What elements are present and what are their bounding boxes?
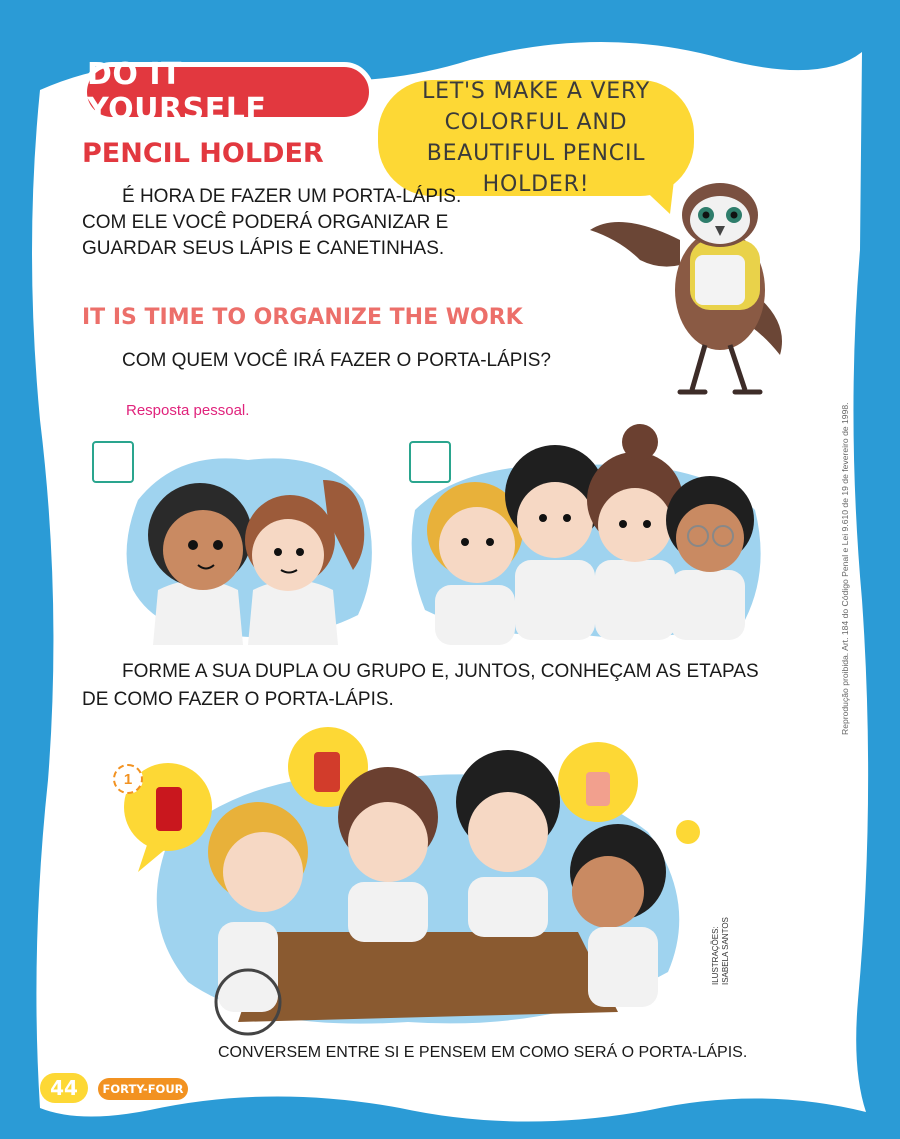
group-illustration	[405, 420, 765, 645]
pair-illustration	[118, 440, 376, 645]
illustration-credit	[711, 917, 731, 985]
credit-line-1: ILUSTRAÇÕES:	[711, 926, 720, 985]
question-text: COM QUEM VOCÊ IRÁ FAZER O PORTA-LÁPIS?	[122, 350, 551, 371]
legal-notice: Reprodução proibida. Art. 184 do Código Penal e Lei 9.610 de 19 de fevereiro de 1998.	[840, 402, 850, 735]
speech-text: LET'S MAKE A VERY COLORFUL AND BEAUTIFUL PENCIL HOLDER!	[422, 79, 650, 197]
section-banner	[82, 57, 374, 127]
page-number-word: FORTY-FOUR	[98, 1078, 188, 1100]
step-number-badge: 1	[113, 764, 143, 794]
subtitle: IT IS TIME TO ORGANIZE THE WORK	[82, 305, 523, 330]
pair-checkbox[interactable]	[92, 441, 134, 483]
caption-text: CONVERSEM ENTRE SI E PENSEM EM COMO SERÁ O PORTA-LÁPIS.	[218, 1044, 748, 1061]
bird-mascot-illustration	[580, 170, 810, 400]
group-checkbox[interactable]	[409, 441, 451, 483]
answer-text: Resposta pessoal.	[126, 402, 250, 419]
banner-text: DO IT YOURSELF	[87, 57, 267, 127]
instructions-text: FORME A SUA DUPLA OU GRUPO E, JUNTOS, CONHEÇAM AS ETAPAS DE COMO FAZER O PORTA-LÁPIS.	[82, 661, 759, 710]
credit-line-2: ISABELA SANTOS	[721, 917, 730, 985]
team-table-illustration	[108, 722, 708, 1042]
page-number: 44	[40, 1073, 88, 1103]
page-title: PENCIL HOLDER	[82, 138, 324, 169]
intro-paragraph: É HORA DE FAZER UM PORTA-LÁPIS. COM ELE VOCÊ PODERÁ ORGANIZAR E GUARDAR SEUS LÁPIS E CANETINHAS.	[82, 186, 462, 259]
